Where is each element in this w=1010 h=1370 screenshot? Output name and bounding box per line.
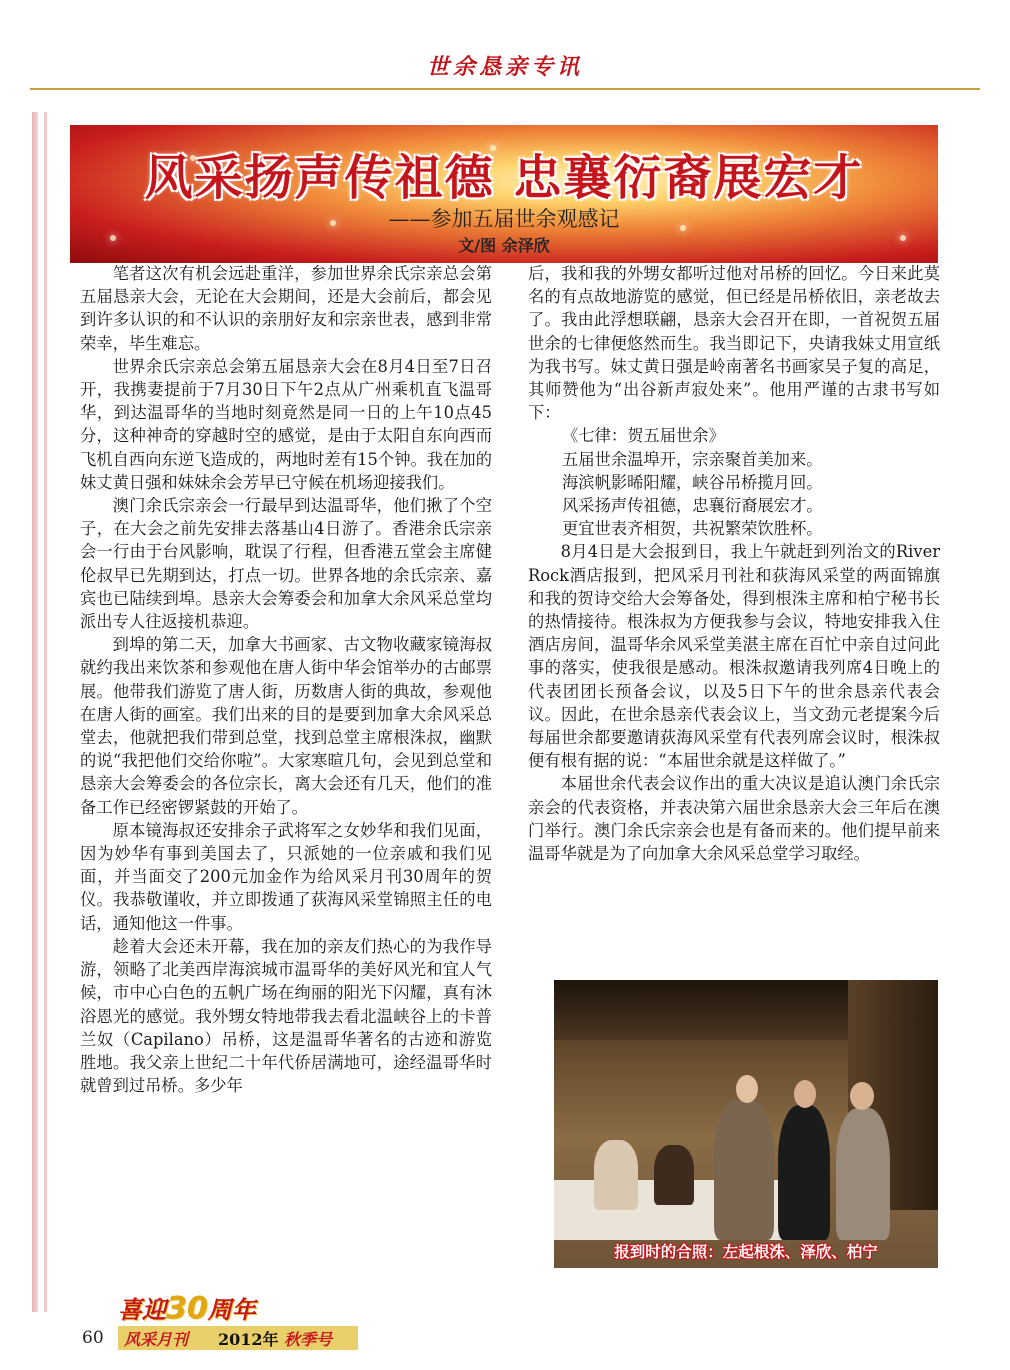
anniversary-prefix: 喜迎 <box>118 1296 166 1324</box>
article-subtitle: ——参加五届世余观感记 <box>388 207 620 231</box>
paragraph: 趁着大会还未开幕，我在加的亲友们热心的为我作导游，领略了北美西岸海滨城市温哥华的美好风光和宜人气候，市中心白色的五帆广场在绚丽的阳光下闪耀，真有沐浴恩光的感觉。我外甥女特地带我去看北温峡谷上的卡普兰奴（Capilano）吊桥，这是温哥华著名的古迹和游览胜地。我父亲上世纪二十年代侨居满地可，途经温哥华时就曾到过吊桥。多少年 <box>80 936 492 1096</box>
anniversary-logo <box>118 1290 358 1326</box>
paragraph: 笔者这次有机会远赴重洋，参加世界余氏宗亲总会第五届恳亲大会，无论在大会期间，还是大会前后，都会见到许多认识的和不认识的亲朋好友和宗亲世表，感到非常荣幸，毕生难忘。 <box>80 264 492 353</box>
anniversary-suffix: 周年 <box>207 1296 256 1324</box>
poem-line: 风采扬声传祖德，忠襄衍裔展宏才。 <box>562 496 823 516</box>
poem-title: 《七律：贺五届世余》 <box>562 426 725 446</box>
paragraph: 澳门余氏宗亲会一行最早到达温哥华，他们揪了个空子，在大会之前先安排去落基山4日游了。香港余氏宗亲会一行由于台风影响，耽误了行程，但香港五堂会主席健伦叔早已先期到达，打点一切。世界各地的余氏宗亲、嘉宾也已陆续到埠。恳亲大会筹委会和加拿大余风采总堂均派出专人往返接机恭迎。 <box>80 496 492 632</box>
group-photo <box>554 980 938 1268</box>
paragraph: 后，我和我的外甥女都听过他对吊桥的回忆。今日来此莫名的有点故地游览的感觉，但已经是吊桥依旧，亲老故去了。我由此浮想联翩，恳亲大会召开在即，一首祝贺五届世余的七律便悠然而生。我当即记下，央请我妹丈用宣纸为我书写。妹丈黄日强是岭南著名书画家吴子复的高足，其师赞他为“出谷新声寂处来”。他用严谨的古隶书写如下： <box>528 264 940 423</box>
article-title: 风采扬声传祖德 忠襄衍裔展宏才 <box>144 150 864 206</box>
magazine-name: 风采月刊 <box>124 1330 189 1349</box>
paragraph: 到埠的第二天，加拿大书画家、古文物收藏家镜海叔就约我出来饮茶和参观他在唐人街中华会馆举办的古邮票展。他带我们游览了唐人街，历数唐人街的典故，参观他在唐人街的画室。我们出来的目的是要到加拿大余风采总堂去，他就把我们带到总堂，找到总堂主席根洙叔，幽默的说“我把他们交给你啦”。大家寒暄几句，会见到总堂和恳亲大会筹委会的各位宗长，离大会还有几天，他们的准备工作已经密锣紧鼓的开始了。 <box>80 635 492 817</box>
photo-person <box>778 1105 830 1240</box>
paragraph: 原本镜海叔还安排余子武将军之女妙华和我们见面，因为妙华有事到美国去了，只派她的一位亲戚和我们见面，并当面交了200元加金作为给风采月刊30周年的贺仪。我恭敬谨收，并立即拨通了荻海风采堂锦照主任的电话，通知他这一件事。 <box>80 820 492 933</box>
poem-line: 海滨帆影晞阳耀，峡谷吊桥揽月回。 <box>562 472 823 492</box>
title-banner <box>70 125 938 263</box>
photo-person <box>794 1080 816 1108</box>
photo-person <box>654 1145 694 1205</box>
photo-person <box>850 1082 874 1110</box>
paragraph: 世界余氏宗亲总会第五届恳亲大会在8月4日至7日召开，我携妻提前于7月30日下午2点从广州乘机直飞温哥华，到达温哥华的当地时刻竟然是同一日的上午10点45分，这种神奇的穿越时空的感觉，是由于太阳自东向西而飞机自西向东逆飞造成的，两地时差有15个钟。我在加的妹丈黄日强和妹妹余会芳早已守候在机场迎接我们。 <box>80 356 492 492</box>
article-column-left <box>80 262 492 1097</box>
photo-person <box>594 1140 638 1210</box>
photo-caption: 报到时的合照：左起根洙、泽欣、柏宁 <box>614 1243 878 1261</box>
photo-person <box>714 1100 774 1240</box>
issue-year: 2012年 <box>218 1330 279 1349</box>
footer-band <box>118 1326 358 1350</box>
photo-person <box>836 1108 890 1240</box>
paragraph: 本届世余代表会议作出的重大决议是追认澳门余氏宗亲会的代表资格，并表决第六届世余恳亲大会三年后在澳门举行。澳门余氏宗亲会也是有备而来的。他们提早前来温哥华就是为了向加拿大余风采总堂学习取经。 <box>528 774 940 864</box>
article-byline: 文/图 余泽欣 <box>458 236 550 255</box>
paragraph: 8月4日是大会报到日，我上午就赶到列治文的River Rock酒店报到，把风采月刊社和荻海风采堂的两面锦旗和我的贺诗交给大会筹备处，得到根洙主席和柏宁秘书长的热情接待。根洙叔为方便我参与会议，特地安排我入住酒店房间，温哥华余风采堂美湛主席在百忙中亲自过问此事的落实，使我很是感动。根洙叔邀请我列席4日晚上的代表团团长预备会议，以及5日下午的世余恳亲代表会议。因此，在世余恳亲代表会议上，当文劲元老提案今后每届世余都要邀请荻海风采堂有代表列席会议时，根洙叔便有根有据的说：“本届世余就是这样做了。” <box>528 542 940 771</box>
poem-line: 五届世余温埠开，宗亲聚首美加来。 <box>562 449 823 469</box>
issue-season: 秋季号 <box>284 1330 333 1349</box>
section-title: 世余恳亲专讯 <box>426 54 583 80</box>
poem-line: 更宜世表齐相贺，共祝繁荣饮胜杯。 <box>562 519 823 539</box>
decorative-left-line <box>44 112 47 1312</box>
page-number: 60 <box>82 1328 104 1348</box>
decorative-left-bar <box>32 112 38 1312</box>
article-column-right <box>528 262 940 865</box>
photo-person <box>736 1075 758 1103</box>
anniversary-number: 30 <box>166 1291 208 1326</box>
header-divider <box>30 88 980 90</box>
